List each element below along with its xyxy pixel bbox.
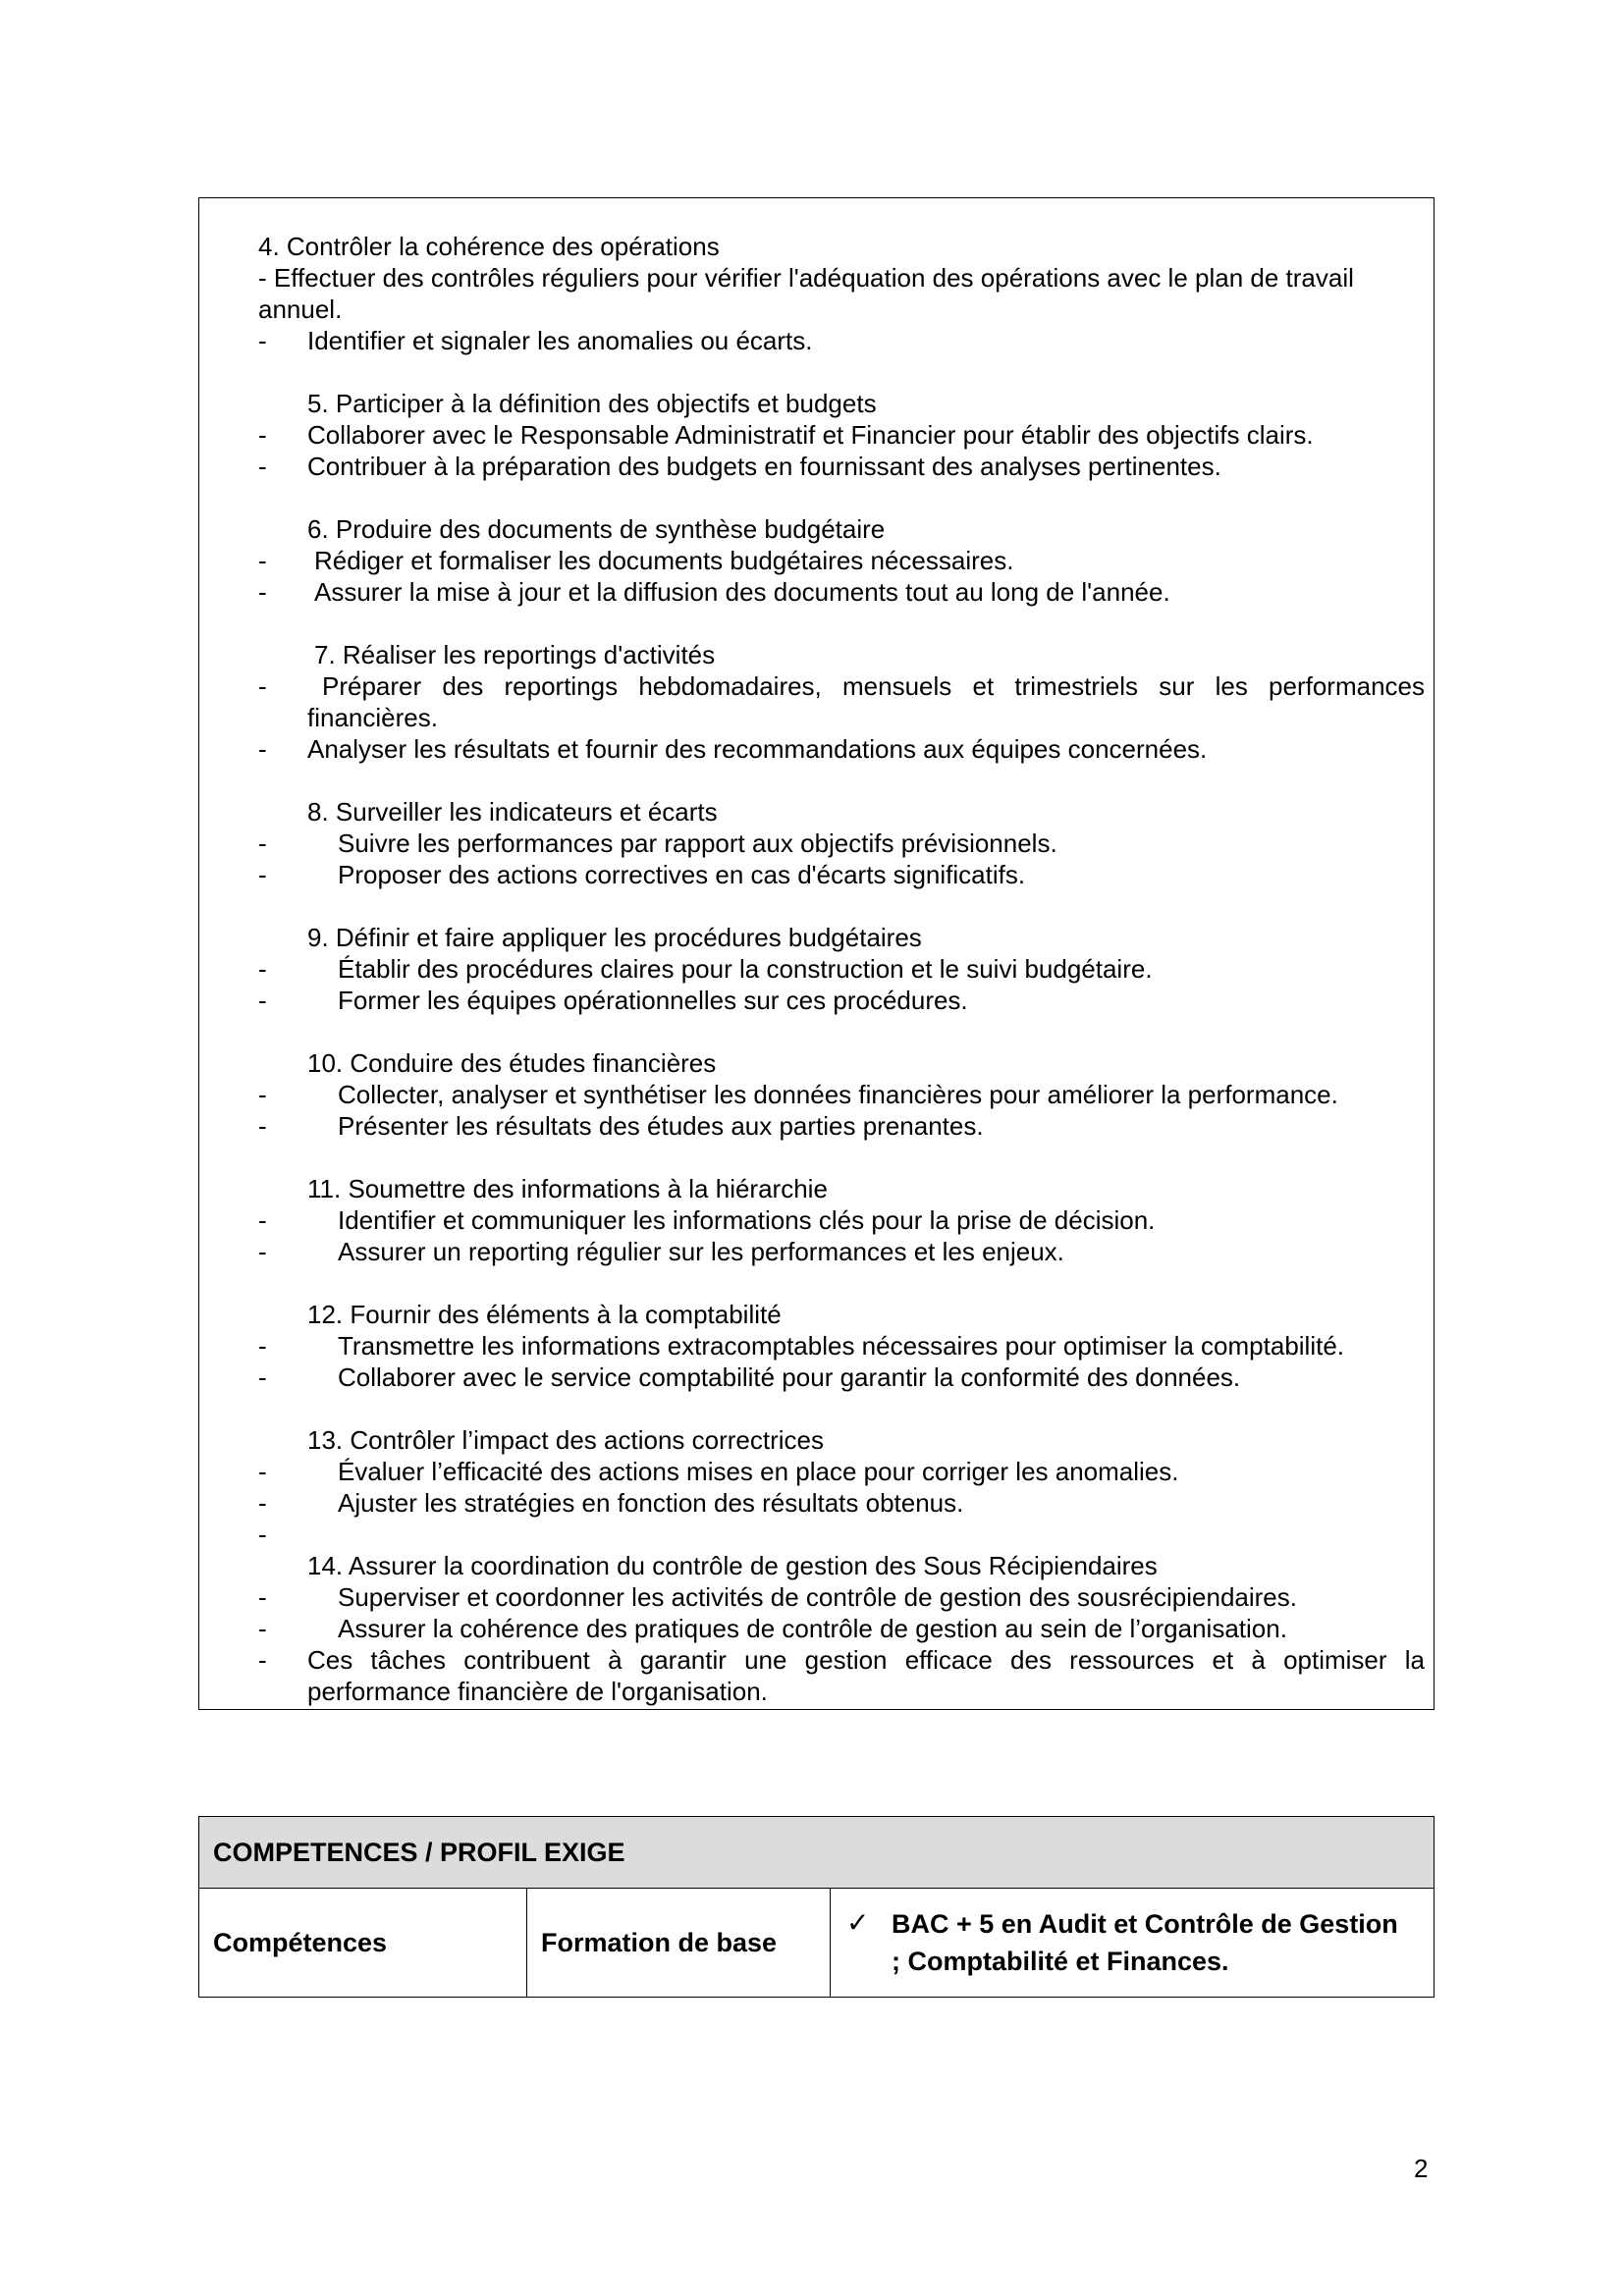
bullet-dash: - [258, 577, 267, 607]
bullet-dash: - [258, 1237, 267, 1266]
task-4-bullet-1-line-1: - Effectuer des contrôles réguliers pour vérifier l'adéquation des opérations avec le plan de travail [258, 263, 1354, 293]
check-icon: ✓ [846, 1906, 870, 1939]
task-14-bullet-2: Assurer la cohérence des pratiques de contrôle de gestion au sein de l’organisation. [338, 1614, 1287, 1643]
task-12-bullet-1: Transmettre les informations extracomptables nécessaires pour optimiser la comptabilité. [338, 1331, 1345, 1361]
bullet-dash: - [258, 420, 267, 450]
task-7-bullet-1-line-1: Préparer des reportings hebdomadaires, mensuels et trimestriels sur les performances [322, 671, 1425, 701]
task-11-bullet-2: Assurer un reporting régulier sur les performances et les enjeux. [338, 1237, 1064, 1266]
task-14-bullet-1: Superviser et coordonner les activités de contrôle de gestion des sousrécipiendaires. [338, 1582, 1297, 1612]
bullet-dash: - [258, 1614, 267, 1643]
task-14-title: 14. Assurer la coordination du contrôle de gestion des Sous Récipiendaires [307, 1551, 1158, 1580]
task-6-bullet-2: Assurer la mise à jour et la diffusion des documents tout au long de l'année. [314, 577, 1170, 607]
task-14-bullet-3-line-1: Ces tâches contribuent à garantir une gestion efficace des ressources et à optimiser la [307, 1645, 1425, 1675]
bullet-dash: - [258, 1520, 267, 1549]
task-13-title: 13. Contrôler l’impact des actions correctrices [307, 1425, 824, 1455]
bullet-dash: - [258, 1080, 267, 1109]
task-5-title: 5. Participer à la définition des objectifs et budgets [307, 389, 877, 418]
task-5-bullet-2: Contribuer à la préparation des budgets en fournissant des analyses pertinentes. [307, 452, 1221, 481]
task-6-bullet-1: Rédiger et formaliser les documents budgétaires nécessaires. [314, 546, 1014, 575]
bullet-dash: - [258, 1488, 267, 1518]
bullet-dash: - [258, 1582, 267, 1612]
bullet-dash: - [258, 828, 267, 858]
bullet-dash: - [258, 986, 267, 1015]
task-8-title: 8. Surveiller les indicateurs et écarts [307, 797, 718, 827]
bullet-dash: - [258, 452, 267, 481]
bullet-dash: - [258, 326, 267, 355]
bullet-dash: - [258, 1331, 267, 1361]
competences-row [199, 1889, 1435, 1998]
page-number: 2 [1414, 2154, 1429, 2183]
task-13-bullet-2: Ajuster les stratégies en fonction des résultats obtenus. [338, 1488, 964, 1518]
task-9-bullet-2: Former les équipes opérationnelles sur ces procédures. [338, 986, 968, 1015]
task-14-bullet-3-line-2: performance financière de l'organisation. [307, 1677, 768, 1706]
task-11-title: 11. Soumettre des informations à la hiérarchie [307, 1174, 828, 1203]
task-10-bullet-1: Collecter, analyser et synthétiser les données financières pour améliorer la performance. [338, 1080, 1338, 1109]
bullet-dash: - [258, 671, 267, 701]
task-12-title: 12. Fournir des éléments à la comptabilité [307, 1300, 782, 1329]
bullet-dash: - [258, 1457, 267, 1486]
competences-header-row [199, 1817, 1435, 1889]
task-11-bullet-1: Identifier et communiquer les informations clés pour la prise de décision. [338, 1205, 1156, 1235]
bullet-dash: - [258, 546, 267, 575]
task-9-title: 9. Définir et faire appliquer les procédures budgétaires [307, 923, 922, 952]
task-10-bullet-2: Présenter les résultats des études aux parties prenantes. [338, 1111, 984, 1141]
competences-header: COMPETENCES / PROFIL EXIGE [199, 1817, 1435, 1889]
bullet-dash: - [258, 1645, 267, 1675]
task-4-bullet-2: Identifier et signaler les anomalies ou écarts. [307, 326, 813, 355]
requirement-line-2: ; Comptabilité et Finances. [892, 1947, 1229, 1976]
task-8-bullet-1: Suivre les performances par rapport aux objectifs prévisionnels. [338, 828, 1057, 858]
task-10-title: 10. Conduire des études financières [307, 1048, 717, 1078]
bullet-dash: - [258, 954, 267, 984]
bullet-dash: - [258, 1205, 267, 1235]
competences-label: Compétences [199, 1889, 527, 1998]
task-7-title: 7. Réaliser les reportings d'activités [314, 640, 716, 669]
task-9-bullet-1: Établir des procédures claires pour la construction et le suivi budgétaire. [338, 954, 1153, 984]
task-4-title: 4. Contrôler la cohérence des opérations [258, 232, 720, 261]
bullet-dash: - [258, 734, 267, 764]
bullet-dash: - [258, 1111, 267, 1141]
bullet-dash: - [258, 1362, 267, 1392]
competences-table [198, 1816, 1435, 1998]
task-7-bullet-2: Analyser les résultats et fournir des recommandations aux équipes concernées. [307, 734, 1208, 764]
bullet-dash: - [258, 860, 267, 889]
task-13-bullet-1: Évaluer l’efficacité des actions mises en place pour corriger les anomalies. [338, 1457, 1179, 1486]
formation-requirement [831, 1889, 1435, 1998]
task-5-bullet-1: Collaborer avec le Responsable Administratif et Financier pour établir des objectifs clairs. [307, 420, 1314, 450]
task-8-bullet-2: Proposer des actions correctives en cas d'écarts significatifs. [338, 860, 1026, 889]
task-12-bullet-2: Collaborer avec le service comptabilité pour garantir la conformité des données. [338, 1362, 1241, 1392]
task-7-bullet-1-line-2: financières. [307, 703, 438, 732]
task-6-title: 6. Produire des documents de synthèse budgétaire [307, 514, 886, 544]
task-4-bullet-1-line-2: annuel. [258, 294, 343, 324]
formation-label: Formation de base [527, 1889, 831, 1998]
requirement-line-1: BAC + 5 en Audit et Contrôle de Gestion [892, 1909, 1398, 1939]
